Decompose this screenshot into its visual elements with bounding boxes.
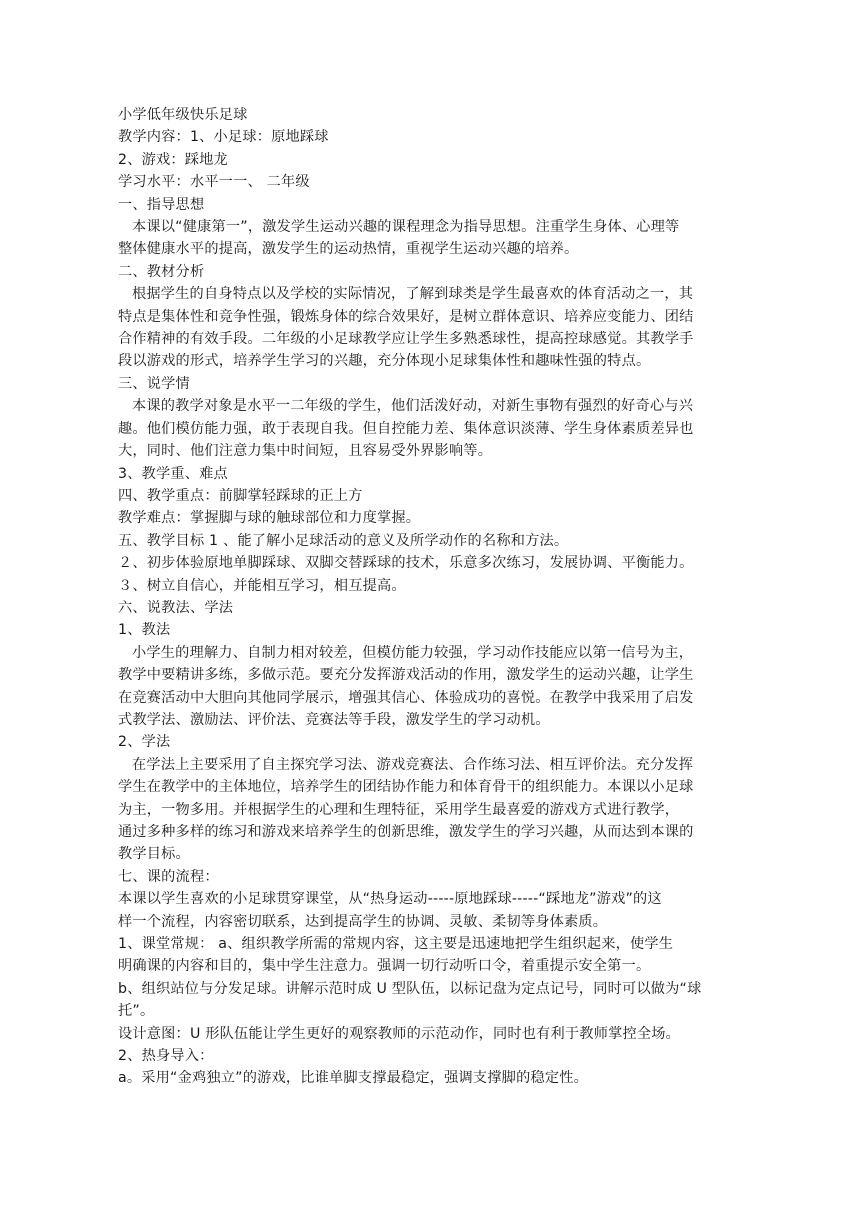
paragraph-guiding-ideology: [118, 216, 736, 261]
paragraph-student-analysis: [118, 395, 736, 462]
paragraph-teaching-method: [118, 642, 736, 732]
text-line: 学习水平：水平一一、 二年级: [118, 174, 310, 191]
text-line: 教学目标。: [118, 846, 190, 863]
text-line: 为主，一物多用。并根据学生的心理和生理特征，采用学生最喜爱的游戏方式进行教学，: [118, 801, 680, 818]
text-line: 学生在教学中的主体地位，培养学生的团结协作能力和体育骨干的组织能力。本课以小足球: [118, 779, 694, 796]
text-line: 3、教学重、难点: [118, 465, 228, 482]
section-heading: 七、课的流程：: [118, 868, 219, 885]
text-line: a。采用“金鸡独立”的游戏，比谁单脚支撑最稳定，强调支撑脚的稳定性。: [118, 1070, 589, 1087]
text-line: 1、课堂常规： a、组织教学所需的常规内容，这主要是迅速地把学生组织起来，使学生: [118, 936, 674, 953]
text-line: 根据学生的自身特点以及学校的实际情况，了解到球类是学生最喜欢的体育活动之一，其: [132, 286, 694, 303]
text-line: 五、教学目标 1 、能了解小足球活动的意义及所学动作的名称和方法。: [118, 532, 569, 549]
text-line: 教学内容：1、小足球：原地踩球: [118, 129, 329, 146]
subsection-heading: 1、教法: [118, 622, 171, 639]
text-line: ３、树立自信心，并能相互学习，相互提高。: [118, 577, 406, 594]
text-line: 本课以学生喜欢的小足球贯穿课堂，从“热身运动-----原地踩球-----“踩地龙”游戏”的这: [118, 891, 662, 908]
text-line: 大，同时、他们注意力集中时间短，且容易受外界影响等。: [118, 443, 493, 460]
document-page: [118, 104, 736, 1090]
paragraph-learning-method: [118, 754, 736, 866]
text-line: 整体健康水平的提高，激发学生的运动热情，重视学生运动兴趣的培养。: [118, 241, 579, 258]
subsection-heading: 2、学法: [118, 734, 171, 751]
text-line: 本课以“健康第一”，激发学生运动兴趣的课程理念为指导思想。注重学生身体、心理等: [132, 219, 680, 236]
section-heading: 三、说学情: [118, 375, 190, 392]
text-line: 教学难点：掌握脚与球的触球部位和力度掌握。: [118, 510, 421, 527]
doc-title: 小学低年级快乐足球: [118, 107, 248, 123]
text-line: 本课的教学对象是水平一二年级的学生，他们活泼好动，对新生事物有强烈的好奇心与兴: [132, 398, 694, 415]
text-line: 明确课的内容和目的，集中学生注意力。强调一切行动听口令，着重提示安全第一。: [118, 958, 651, 975]
paragraph-material-analysis: [118, 283, 736, 373]
text-line: 托”。: [118, 1003, 155, 1020]
text-line: 特点是集体性和竞争性强，锻炼身体的综合效果好，是树立群体意识、培养应变能力、团结: [118, 308, 694, 325]
text-line: 趣。他们模仿能力强，敢于表现自我。但自控能力差、集体意识淡薄、学生身体素质差异也: [118, 420, 694, 437]
text-line: 教学中要精讲多练，多做示范。要充分发挥游戏活动的作用，激发学生的运动兴趣，让学生: [118, 667, 694, 684]
text-line: 样一个流程，内容密切联系，达到提高学生的协调、灵敏、柔韧等身体素质。: [118, 913, 608, 930]
text-line: 设计意图：U 形队伍能让学生更好的观察教师的示范动作，同时也有利于教师掌控全场。: [118, 1025, 681, 1042]
text-line: 在竞赛活动中大胆向其他同学展示，增强其信心、体验成功的喜悦。在教学中我采用了启发: [118, 689, 694, 706]
section-heading: 二、教材分析: [118, 263, 205, 280]
text-line: 2、游戏：踩地龙: [118, 151, 228, 168]
text-line: 段以游戏的形式，培养学生学习的兴趣，充分体现小足球集体性和趣味性强的特点。: [118, 353, 651, 370]
text-line: 通过多种多样的练习和游戏来培养学生的创新思维，激发学生的学习兴趣，从而达到本课的: [118, 824, 694, 840]
text-line: b、组织站位与分发足球。讲解示范时成 U 型队伍，以标记盘为定点记号，同时可以做为“球: [118, 980, 702, 997]
section-heading: 一、指导思想: [118, 196, 205, 213]
section-heading: 六、说教法、学法: [118, 599, 234, 616]
text-line: 合作精神的有效手段。二年级的小足球教学应让学生多熟悉球性，提高控球感觉。其教学手: [118, 331, 694, 348]
text-line: 在学法上主要采用了自主探究学习法、游戏竞赛法、合作练习法、相互评价法。充分发挥: [132, 756, 694, 773]
text-line: 2、热身导入：: [118, 1048, 214, 1065]
text-line: 四、教学重点：前脚掌轻踩球的正上方: [118, 487, 363, 504]
text-line: 式教学法、激励法、评价法、竞赛法等手段，激发学生的学习动机。: [118, 711, 550, 728]
text-line: ２、初步体验原地单脚踩球、双脚交替踩球的技术，乐意多次练习，发展协调、平衡能力。: [118, 555, 694, 572]
text-line: 小学生的理解力、自制力相对较差，但模仿能力较强，学习动作技能应以第一信号为主，: [132, 644, 694, 661]
